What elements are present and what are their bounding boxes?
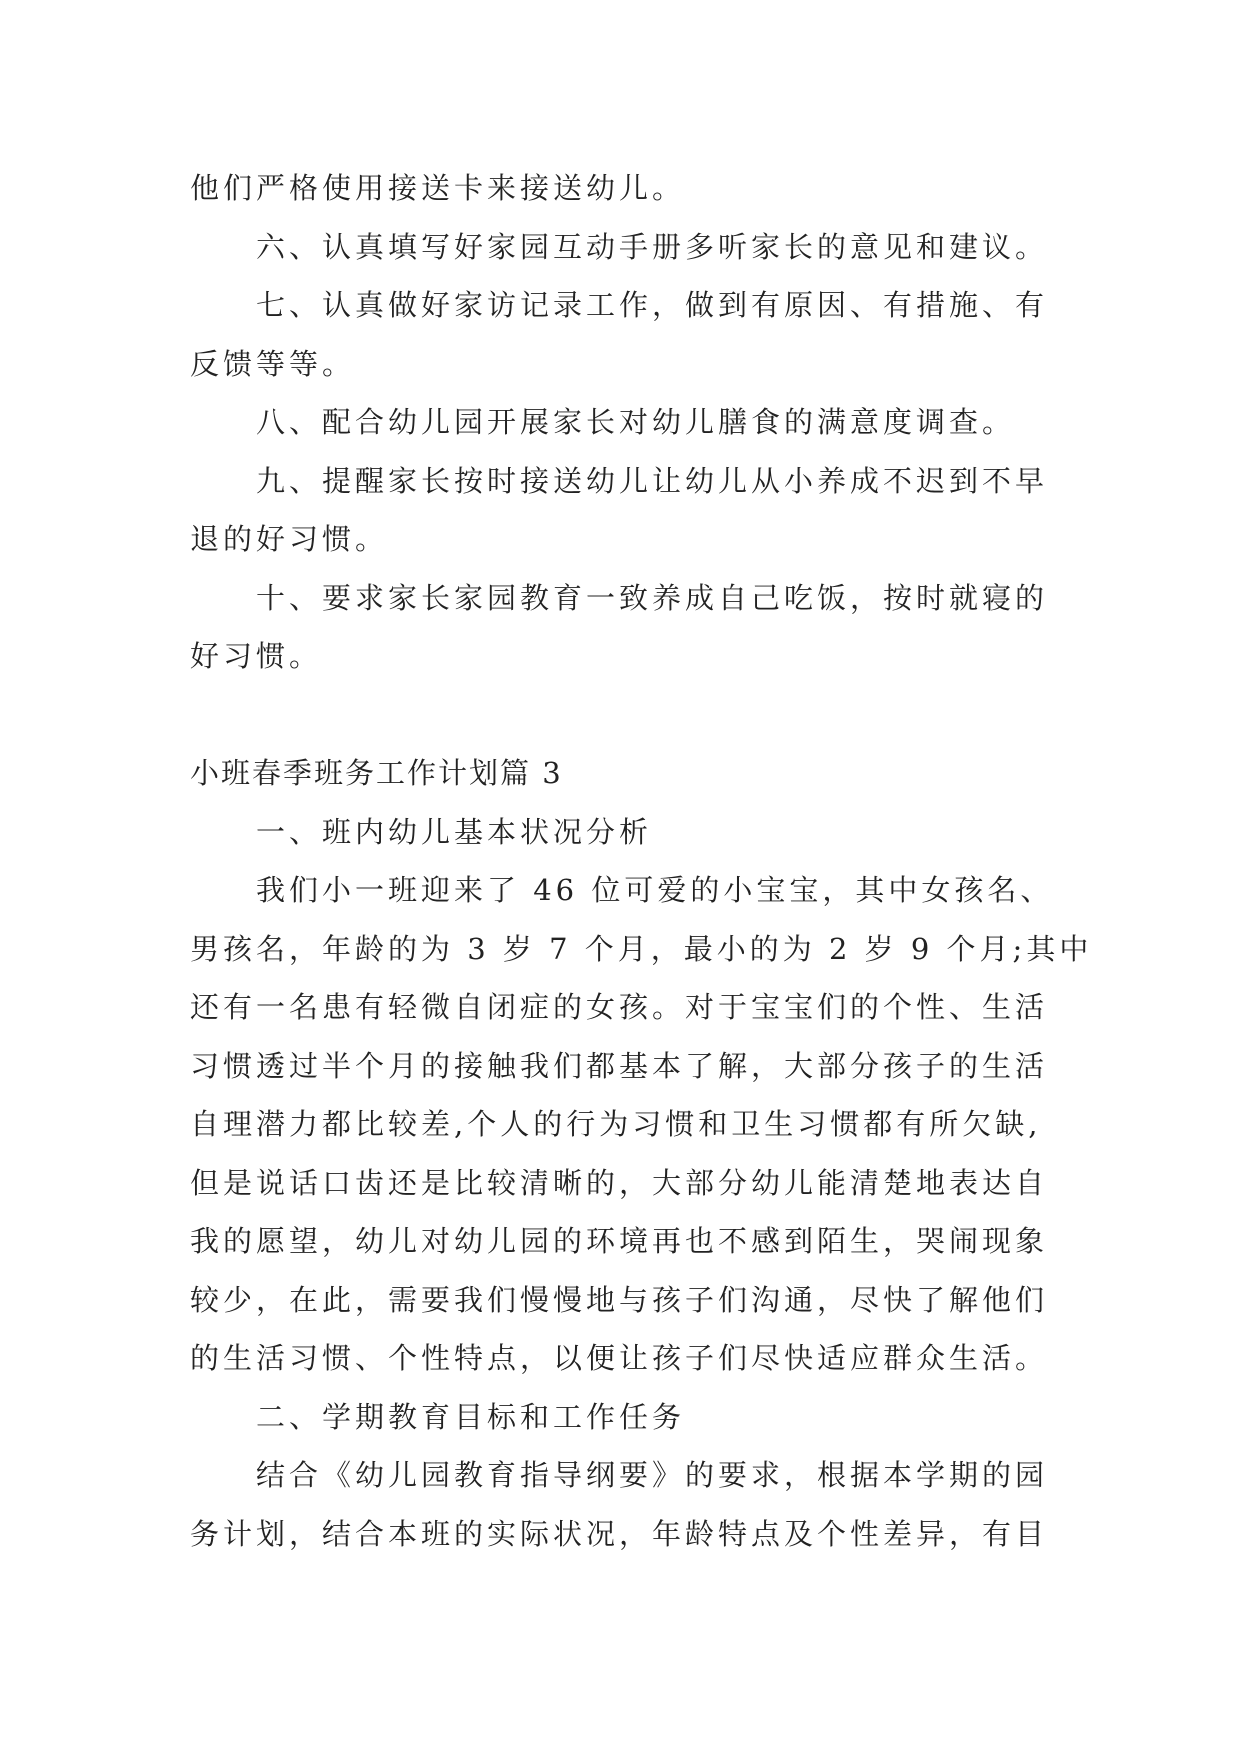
paragraph-line: 我们小一班迎来了 46 位可爱的小宝宝，其中女孩名、 <box>256 873 1054 907</box>
paragraph-line: 自理潜力都比较差,个人的行为习惯和卫生习惯都有所欠缺, <box>190 1107 1042 1141</box>
paragraph-line: 我的愿望，幼儿对幼儿园的环境再也不感到陌生，哭闹现象 <box>190 1224 1049 1258</box>
section-heading: 二、学期教育目标和工作任务 <box>256 1399 686 1434</box>
paragraph-line: 结合《幼儿园教育指导纲要》的要求，根据本学期的园 <box>256 1458 1049 1492</box>
paragraph-line: 反馈等等。 <box>190 346 356 381</box>
paragraph-line: 六、认真填写好家园互动手册多听家长的意见和建议。 <box>256 229 1049 264</box>
document-body <box>190 159 1093 1563</box>
paragraph-line: 八、配合幼儿园开展家长对幼儿膳食的满意度调查。 <box>256 405 1016 439</box>
section-heading: 一、班内幼儿基本状况分析 <box>256 814 653 849</box>
paragraph-line: 习惯透过半个月的接触我们都基本了解，大部分孩子的生活 <box>190 1048 1049 1083</box>
paragraph-line: 还有一名患有轻微自闭症的女孩。对于宝宝们的个性、生活 <box>190 990 1049 1024</box>
paragraph-line: 男孩名，年龄的为 3 岁 7 个月，最小的为 2 岁 9 个月;其中 <box>190 931 1093 966</box>
paragraph-line: 务计划，结合本班的实际状况，年龄特点及个性差异，有目 <box>190 1516 1049 1551</box>
paragraph-line: 九、提醒家长按时接送幼儿让幼儿从小养成不迟到不早 <box>256 463 1049 498</box>
section-title: 小班春季班务工作计划篇 3 <box>190 756 563 790</box>
paragraph-line: 他们严格使用接送卡来接送幼儿。 <box>190 171 686 205</box>
paragraph-line: 七、认真做好家访记录工作，做到有原因、有措施、有 <box>256 288 1049 322</box>
paragraph-line: 退的好习惯。 <box>190 522 389 556</box>
paragraph-line: 的生活习惯、个性特点，以便让孩子们尽快适应群众生活。 <box>190 1341 1049 1375</box>
section-gap <box>190 686 1050 745</box>
paragraph-line: 但是说话口齿还是比较清晰的，大部分幼儿能清楚地表达自 <box>190 1165 1049 1200</box>
paragraph-line: 十、要求家长家园教育一致养成自己吃饭，按时就寝的 <box>256 580 1049 615</box>
paragraph-line: 好习惯。 <box>190 639 323 673</box>
paragraph-line: 较少，在此，需要我们慢慢地与孩子们沟通，尽快了解他们 <box>190 1282 1049 1317</box>
